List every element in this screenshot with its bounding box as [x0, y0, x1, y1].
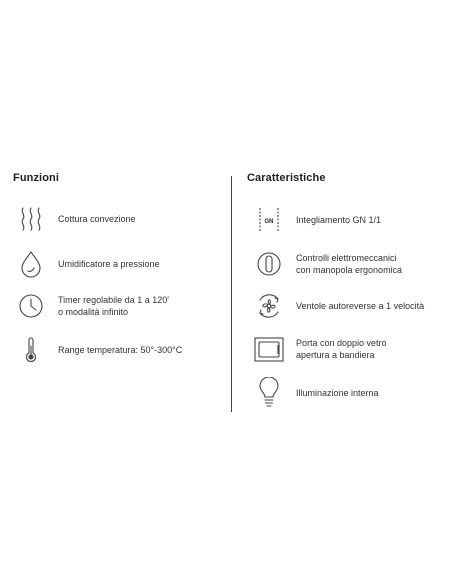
spec-item-door [252, 332, 387, 366]
spec-label: Controlli elettromeccanici con manopola ergonomica [296, 253, 403, 275]
feature-item-temperature [14, 333, 182, 367]
spec-item-gn [252, 203, 381, 237]
feature-item-humidifier [14, 247, 160, 281]
heat-waves-icon [14, 202, 48, 236]
feature-item-convection [14, 202, 136, 236]
spec-label: Illuminazione interna [296, 388, 379, 398]
spec-item-light [252, 376, 379, 410]
spec-item-controls [252, 247, 402, 281]
feature-label: Umidificatore a pressione [58, 259, 160, 269]
spec-label: Porta con doppio vetro apertura a bandiera [296, 338, 387, 360]
funzioni-heading: Funzioni [13, 172, 60, 184]
column-divider [231, 176, 232, 412]
caratteristiche-heading: Caratteristiche [247, 172, 326, 184]
feature-label: Timer regolabile da 1 a 120' o modalità infinito [58, 295, 169, 317]
light-bulb-icon [252, 376, 286, 410]
water-drop-icon [14, 247, 48, 281]
fan-reverse-icon [252, 289, 286, 323]
oven-door-icon [252, 332, 286, 366]
feature-item-timer [14, 289, 169, 323]
feature-label: Range temperatura: 50°-300°C [58, 345, 183, 355]
spec-label: Ventole autoreverse a 1 velocità [296, 301, 425, 311]
thermometer-icon [14, 333, 48, 367]
gn-icon-text: GN [264, 219, 274, 225]
clock-icon [14, 289, 48, 323]
spec-item-fan [252, 289, 424, 323]
spec-label: Integliamento GN 1/1 [296, 215, 382, 225]
feature-label: Cottura convezione [58, 214, 136, 224]
knob-icon [252, 247, 286, 281]
gn-tray-icon [252, 203, 286, 237]
